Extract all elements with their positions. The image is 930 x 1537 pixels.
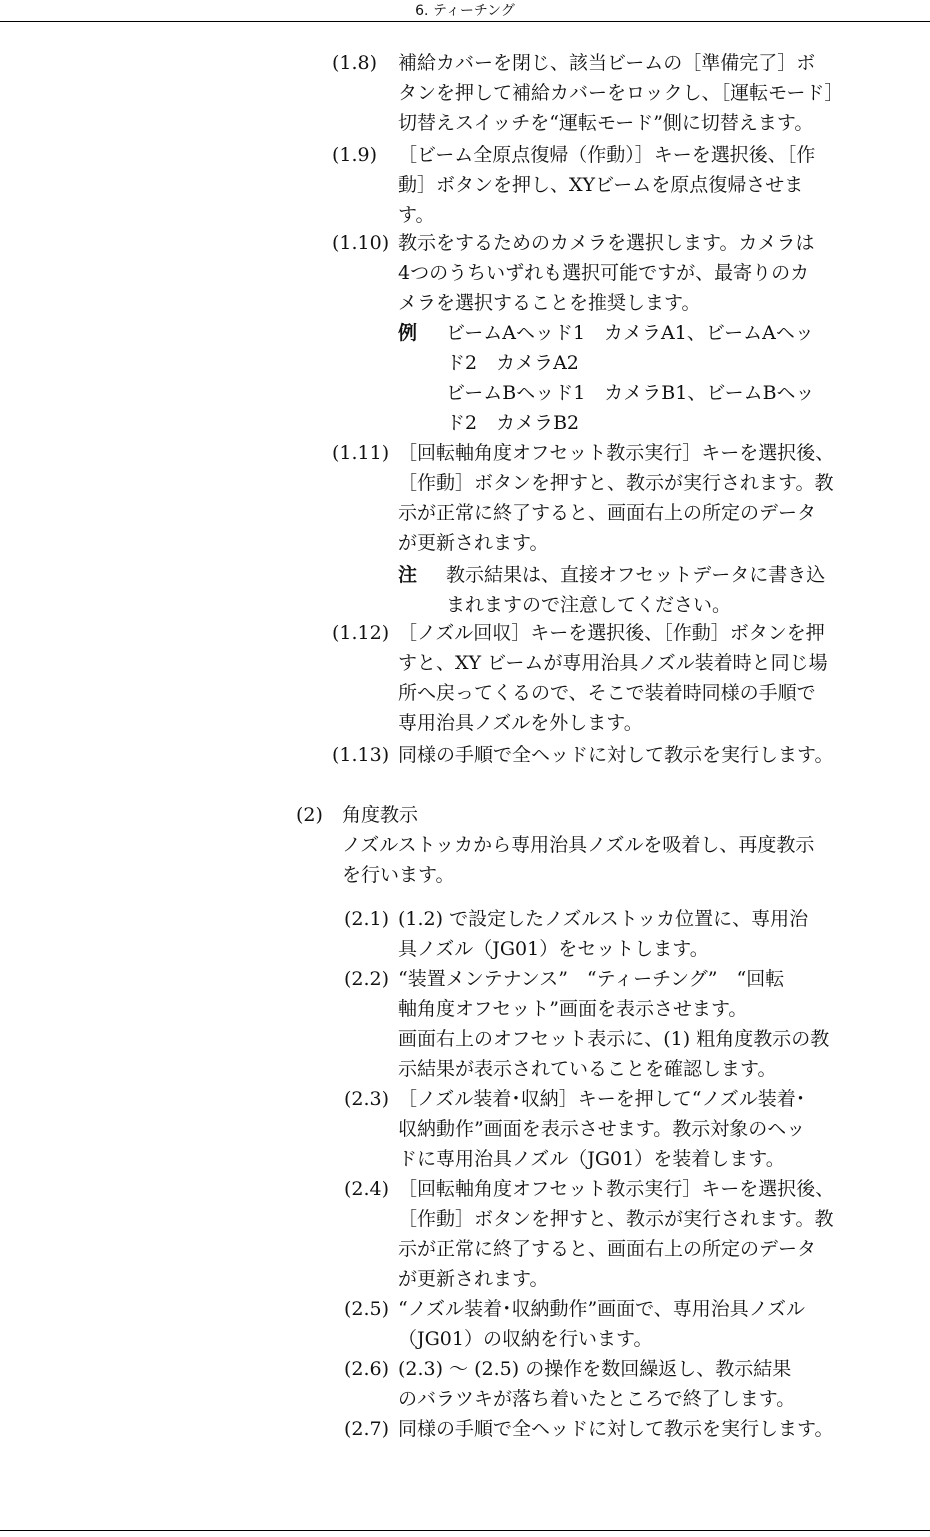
example-text: ビームBヘッド1 カメラB1、ビームBヘッ: [446, 382, 815, 404]
step-text: 動］ボタンを押し、XYビームを原点復帰させま: [398, 174, 804, 196]
section-intro: ノズルストッカから専用治具ノズルを吸着し、再度教示: [342, 834, 815, 856]
step-number: (2.4): [344, 1178, 390, 1200]
step-2-3: [344, 1084, 805, 1174]
step-number: (2.3): [344, 1088, 390, 1110]
note-text: まれますので注意してください。: [446, 594, 732, 616]
step-text: ［ビーム全原点復帰（作動）］キーを選択後、［作: [398, 144, 816, 166]
header-rule: [0, 21, 930, 22]
step-1-10: [332, 228, 814, 318]
step-text: (1.2) で設定したノズルストッカ位置に、専用治: [398, 908, 809, 930]
step-text: “ノズル装着･収納動作”画面で、専用治具ノズル: [398, 1298, 806, 1320]
step-text: 教示をするためのカメラを選択します。カメラは: [398, 232, 815, 254]
step-2-2: [344, 964, 829, 1084]
step-text: ［回転軸角度オフセット教示実行］キーを選択後、: [398, 1178, 835, 1200]
step-text: 専用治具ノズルを外します。: [398, 712, 643, 734]
step-1-8: [332, 48, 843, 138]
step-text: 所へ戻ってくるので、そこで装着時同様の手順で: [398, 682, 816, 704]
section-number: (2): [296, 804, 323, 826]
step-number: (2.1): [344, 908, 390, 930]
step-text: 示結果が表示されていることを確認します。: [398, 1058, 777, 1080]
step-number: (2.5): [344, 1298, 390, 1320]
step-text: ［作動］ボタンを押すと、教示が実行されます。教: [398, 1208, 834, 1230]
step-text: 同様の手順で全ヘッドに対して教示を実行します。: [398, 1418, 834, 1440]
section-2: [296, 800, 815, 886]
step-1-11: [332, 438, 834, 558]
step-text: が更新されます。: [398, 1268, 549, 1290]
step-1-12: [332, 618, 828, 738]
step-text: 4つのうちいずれも選択可能ですが、最寄りのカ: [398, 262, 810, 284]
step-number: (1.11): [332, 442, 390, 464]
step-number: (1.10): [332, 232, 390, 254]
step-number: (1.13): [332, 744, 390, 766]
note-text: 教示結果は、直接オフセットデータに書き込: [446, 564, 826, 586]
step-text: 画面右上のオフセット表示に、(1) 粗角度教示の教: [398, 1028, 830, 1050]
step-text: すと、XY ビームが専用治具ノズル装着時と同じ場: [398, 652, 828, 674]
step-text: 収納動作”画面を表示させます。教示対象のヘッ: [398, 1118, 806, 1140]
step-text: （JG01）の収納を行います。: [398, 1328, 653, 1350]
step-1-9: [332, 140, 815, 230]
note-label: 注: [398, 564, 418, 586]
step-text: ［ノズル装着･収納］キーを押して“ノズル装着･: [398, 1088, 806, 1110]
step-2-7: [344, 1414, 833, 1444]
example-text: ド2 カメラA2: [446, 352, 579, 374]
step-text: (2.3) ～ (2.5) の操作を数回繰返し、教示結果: [398, 1358, 792, 1380]
step-text: ドに専用治具ノズル（JG01）を装着します。: [398, 1148, 785, 1170]
step-number: (1.12): [332, 622, 390, 644]
step-text: 示が正常に終了すると、画面右上の所定のデータ: [398, 502, 817, 524]
step-2-5: [344, 1294, 805, 1354]
example-text: ド2 カメラB2: [446, 412, 580, 434]
step-text: 示が正常に終了すると、画面右上の所定のデータ: [398, 1238, 817, 1260]
step-text: ［作動］ボタンを押すと、教示が実行されます。教: [398, 472, 834, 494]
section-title: 6. ティーチング: [415, 3, 515, 19]
section-heading: 角度教示: [342, 804, 419, 826]
step-text: のバラツキが落ち着いたところで終了します。: [398, 1388, 796, 1410]
example-label: 例: [398, 322, 418, 344]
step-2-4: [344, 1174, 834, 1294]
step-text: 切替えスイッチを“運転モード”側に切替えます。: [398, 112, 814, 134]
section-intro: を行います。: [342, 864, 455, 886]
step-text: 同様の手順で全ヘッドに対して教示を実行します。: [398, 744, 834, 766]
step-2-1: [344, 904, 808, 964]
step-number: (2.6): [344, 1358, 390, 1380]
footer-rule: [0, 1530, 930, 1531]
step-text: メラを選択することを推奨します。: [398, 292, 701, 314]
step-text: ［ノズル回収］キーを選択後、［作動］ボタンを押: [398, 622, 825, 644]
step-number: (1.8): [332, 52, 378, 74]
step-text: が更新されます。: [398, 532, 549, 554]
step-text: 軸角度オフセット”画面を表示させます。: [398, 998, 748, 1020]
step-text: “装置メンテナンス” “ティーチング” “回転: [398, 968, 785, 990]
example-text: ビームAヘッド1 カメラA1、ビームAヘッ: [446, 322, 814, 344]
step-text: 補給カバーを閉じ、該当ビームの［準備完了］ボ: [398, 52, 816, 74]
step-text: ［回転軸角度オフセット教示実行］キーを選択後、: [398, 442, 835, 464]
step-number: (2.2): [344, 968, 390, 990]
step-text: 具ノズル（JG01）をセットします。: [398, 938, 709, 960]
step-2-6: [344, 1354, 795, 1414]
step-number: (1.9): [332, 144, 378, 166]
step-text: す。: [398, 204, 435, 226]
step-text: タンを押して補給カバーをロックし、［運転モード］: [398, 82, 844, 104]
step-number: (2.7): [344, 1418, 390, 1440]
step-1-13: [332, 740, 833, 770]
